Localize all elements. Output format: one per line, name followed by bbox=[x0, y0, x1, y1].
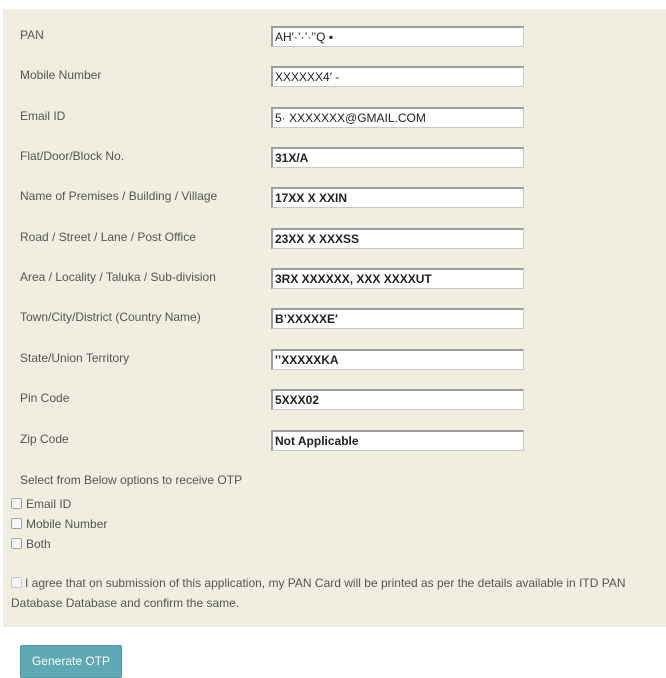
otp-options-heading: Select from Below options to receive OTP bbox=[20, 473, 243, 487]
road-street-row bbox=[3, 228, 666, 250]
state-field[interactable]: ′’XXXXXKA bbox=[271, 349, 524, 370]
mobile-number-row bbox=[3, 66, 666, 88]
mobile-number-checkbox[interactable] bbox=[11, 518, 22, 529]
email-id-option-label: Email ID bbox=[26, 497, 72, 511]
premises-label: Name of Premises / Building / Village bbox=[20, 189, 218, 203]
generate-otp-button[interactable]: Generate OTP bbox=[20, 645, 122, 678]
town-city-field[interactable]: B’XXXXXE′ bbox=[271, 308, 524, 329]
agreement-checkbox[interactable] bbox=[11, 577, 22, 588]
otp-option-email[interactable] bbox=[11, 497, 71, 513]
town-city-row bbox=[3, 308, 666, 330]
state-label: State/Union Territory bbox=[20, 351, 130, 365]
flat-door-block-field[interactable]: 31X/A bbox=[271, 147, 524, 168]
zip-code-field[interactable]: Not Applicable bbox=[271, 430, 524, 451]
state-row bbox=[3, 349, 666, 371]
pin-code-field[interactable]: 5XXX02 bbox=[271, 389, 524, 410]
agreement-text: I agree that on submission of this application, my PAN Card will be printed as per the details available in ITD PAN Database Database and confirm the same. bbox=[11, 576, 626, 610]
agreement bbox=[11, 573, 666, 613]
mobile-number-option-label: Mobile Number bbox=[26, 517, 108, 531]
area-locality-field[interactable]: 3RX XXXXXX, XXX XXXXUT bbox=[271, 268, 524, 289]
pan-row bbox=[3, 26, 666, 48]
road-street-label: Road / Street / Lane / Post Office bbox=[20, 230, 196, 244]
email-id-label: Email ID bbox=[20, 109, 66, 123]
pin-code-row bbox=[3, 389, 666, 411]
email-id-checkbox[interactable] bbox=[11, 498, 22, 509]
flat-door-block-label: Flat/Door/Block No. bbox=[20, 149, 125, 163]
flat-door-block-row bbox=[3, 147, 666, 169]
premises-field[interactable]: 17XX X XXIN bbox=[271, 187, 524, 208]
email-id-row bbox=[3, 107, 666, 129]
email-id-field[interactable]: 5· XXXXXXX@GMAIL.COM bbox=[271, 107, 524, 128]
pan-label: PAN bbox=[20, 28, 44, 42]
mobile-number-field[interactable]: XXXXXX4′ - bbox=[271, 66, 524, 87]
address-details-panel bbox=[3, 9, 666, 627]
both-option-label: Both bbox=[26, 537, 51, 551]
both-checkbox[interactable] bbox=[11, 538, 22, 549]
mobile-number-label: Mobile Number bbox=[20, 68, 102, 82]
pan-field[interactable]: AH′·’·’·′’Q ▪ bbox=[271, 26, 524, 47]
otp-option-both[interactable] bbox=[11, 537, 51, 553]
pin-code-label: Pin Code bbox=[20, 391, 70, 405]
otp-option-mobile[interactable] bbox=[11, 517, 107, 533]
road-street-field[interactable]: 23XX X XXXSS bbox=[271, 228, 524, 249]
zip-code-row bbox=[3, 430, 666, 452]
town-city-label: Town/City/District (Country Name) bbox=[20, 310, 201, 324]
zip-code-label: Zip Code bbox=[20, 432, 69, 446]
area-locality-label: Area / Locality / Taluka / Sub-division bbox=[20, 270, 216, 284]
premises-row bbox=[3, 187, 666, 209]
area-locality-row bbox=[3, 268, 666, 290]
